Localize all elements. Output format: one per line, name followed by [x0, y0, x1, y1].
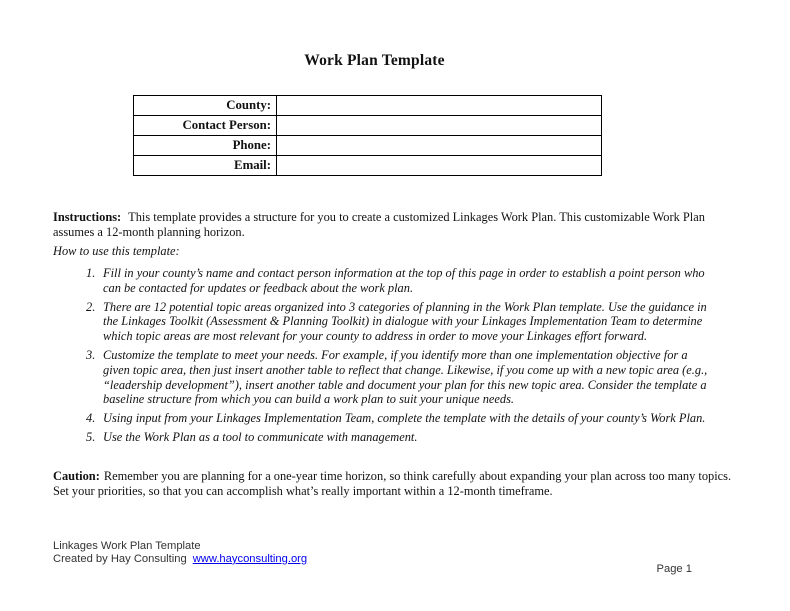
how-to-list	[53, 266, 730, 449]
contact-info-table	[133, 95, 602, 176]
list-item-2	[53, 300, 730, 344]
contact-person-value-cell[interactable]	[277, 116, 602, 136]
list-number: 4.	[86, 411, 96, 426]
instructions-paragraph	[53, 210, 735, 240]
list-item-3	[53, 348, 730, 407]
list-item-text: Fill in your county’s name and contact person information at the top of this page in order to establish a point person who can be contacted for updates or feedback about the work plan.	[103, 266, 705, 295]
phone-value-cell[interactable]	[277, 136, 602, 156]
instructions-text: This template provides a structure for you to create a customized Linkages Work Plan. This customizable Work Plan assumes a 12-month planning horizon.	[53, 210, 705, 239]
page-number: Page 1	[656, 563, 692, 575]
list-number: 5.	[86, 429, 96, 444]
list-item-1	[53, 266, 730, 296]
email-value-cell[interactable]	[277, 156, 602, 176]
caution-paragraph	[53, 469, 735, 499]
instructions-label: Instructions:	[53, 210, 122, 224]
footer-template-name: Linkages Work Plan Template	[53, 540, 201, 552]
table-row-contact-person	[134, 116, 602, 136]
how-to-heading: How to use this template:	[53, 244, 180, 258]
county-value-cell[interactable]	[277, 96, 602, 116]
footer	[53, 540, 307, 566]
table-row-county	[134, 96, 602, 116]
email-label: Email:	[134, 156, 277, 176]
table-row-phone	[134, 136, 602, 156]
list-number: 3.	[86, 347, 96, 362]
phone-label: Phone:	[134, 136, 277, 156]
list-item-text: Use the Work Plan as a tool to communicate with management.	[103, 429, 418, 444]
caution-label: Caution:	[53, 469, 100, 483]
table-row-email	[134, 156, 602, 176]
county-label: County:	[134, 96, 277, 116]
list-number: 1.	[86, 266, 96, 280]
list-number: 2.	[86, 299, 96, 314]
hayconsulting-link[interactable]: www.hayconsulting.org	[192, 552, 308, 565]
list-item-text: There are 12 potential topic areas organized into 3 categories of planning in the Work Plan template. Use the guidance in the Linkages Toolkit (Assessment & Planning Toolkit) in dialogue with your Linkages Implementation Team to determine which topic areas are most relevant for your county to address in order to move your Linkages effort forward.	[103, 299, 707, 344]
list-item-5	[53, 430, 730, 445]
footer-created-by: Created by Hay Consulting	[53, 552, 187, 565]
list-item-text: Customize the template to meet your needs. For example, if you identify more than one implementation objective for a given topic area, then just insert another table to reflect that change. Likewise, if you come up with a new topic area (e.g., “leadership development”), insert another table and document your plan for this new topic area. Consider the template a baseline structure from which you can build a work plan to suit your unique needs.	[103, 347, 708, 407]
footer-credit-line	[53, 553, 307, 566]
contact-person-label: Contact Person:	[134, 116, 277, 136]
caution-text: Remember you are planning for a one-year time horizon, so think carefully about expanding your plan across too many topics. Set your priorities, so that you can accomplish what’s really important within a 12-month timeframe.	[53, 469, 732, 498]
list-item-4	[53, 411, 730, 426]
list-item-text: Using input from your Linkages Implementation Team, complete the template with the details of your county’s Work Plan.	[103, 411, 706, 426]
page-title: Work Plan Template	[304, 52, 445, 69]
